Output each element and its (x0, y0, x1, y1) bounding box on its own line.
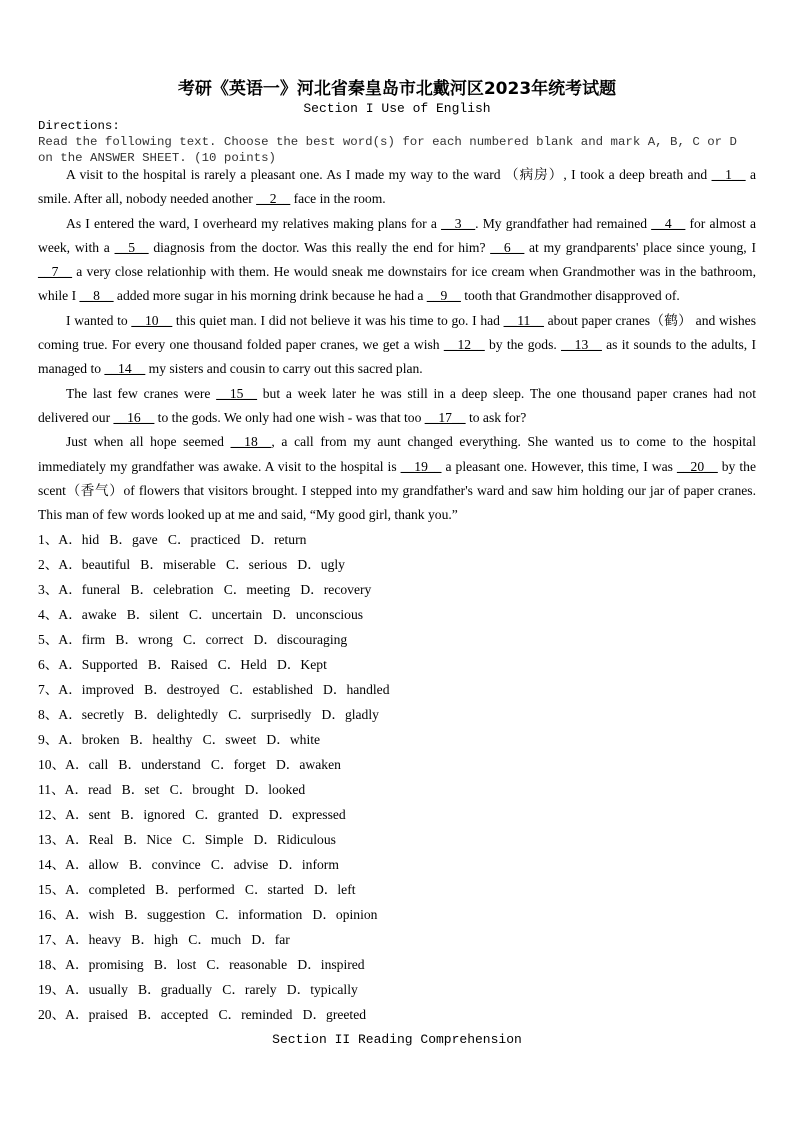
passage-text: diagnosis from the doctor. Was this really the end for him? (148, 239, 491, 255)
options-list (38, 527, 738, 1027)
option-row: 5、A．firm B．wrong C．correct D．discouraging (38, 632, 348, 647)
page-title: 考研《英语一》河北省秦皇岛市北戴河区2023年统考试题 (177, 79, 617, 99)
option-row: 9、A．broken B．healthy C．sweet D．white (38, 732, 321, 747)
answer-blank: __2__ (256, 191, 291, 207)
option-row: 17、A．heavy B．high C．much D．far (38, 932, 290, 947)
passage-text: I wanted to (66, 312, 132, 328)
passage-text: to ask for? (465, 409, 527, 425)
answer-blank: __9__ (426, 288, 461, 304)
answer-blank: __17__ (424, 409, 466, 425)
answer-blank: __3__ (441, 215, 476, 231)
option-row: 4、A．awake B．silent C．uncertain D．unconscious (38, 607, 364, 622)
passage-paragraph (38, 382, 756, 431)
passage-paragraph (38, 212, 756, 309)
section-heading: Section I Use of English (303, 101, 491, 116)
passage-text: by the scent（香气）of flowers that visitors brought. I stepped into my grandfather's ward and saw him holding our jar of paper cranes. This man of few words looked up at me and said, “My good girl, thank you.” (38, 458, 756, 523)
passage-text: my sisters and cousin to carry out this sacred plan. (145, 361, 423, 377)
option-row: 3、A．funeral B．celebration C．meeting D．recovery (38, 582, 372, 597)
passage-text: but a week later he was still in a deep sleep. The one thousand paper cranes had not delivered our (38, 385, 756, 425)
passage-text: for almost a week, with a (38, 215, 756, 255)
passage-text: a pleasant one. However, this time, I was (441, 458, 677, 474)
answer-blank: __4__ (651, 215, 686, 231)
answer-blank: __1__ (711, 167, 746, 182)
passage-text: face in the room. (290, 191, 386, 207)
option-row: 18、A．promising B．lost C．reasonable D．inspired (38, 957, 365, 972)
directions-block (38, 118, 758, 166)
answer-blank: __6__ (490, 239, 525, 255)
option-row: 8、A．secretly B．delightedly C．surprisedly D．gladly (38, 707, 379, 722)
answer-blank: __8__ (79, 288, 114, 304)
option-row: 19、A．usually B．gradually C．rarely D．typically (38, 982, 358, 997)
passage-text: added more sugar in his morning drink because he had a (113, 288, 427, 304)
passage-text: a very close relationhip with them. He would sneak me downstairs for ice cream when Grandmother was in the bathroom, while I (38, 264, 756, 304)
answer-blank: __7__ (38, 264, 72, 280)
answer-blank: __11__ (503, 312, 544, 328)
answer-blank: __18__ (230, 434, 272, 450)
directions-label: Directions: (38, 119, 120, 133)
passage-text: . My grandfather had remained (475, 215, 652, 231)
option-row: 1、A．hid B．gave C．practiced D．return (38, 532, 307, 547)
passage-text: , a call from my aunt changed everything. She wanted us to come to the hospital immediately my grandfather was awake. A visit to the hospital is (38, 434, 756, 474)
cloze-passage (38, 163, 756, 527)
passage-paragraph (38, 430, 756, 527)
passage-text: A visit to the hospital is rarely a pleasant one. As I made my way to the ward （病房）, I took a deep breath and (66, 167, 712, 182)
option-row: 20、A．praised B．accepted C．reminded D．greeted (38, 1007, 367, 1022)
option-row: 16、A．wish B．suggestion C．information D．opinion (38, 907, 378, 922)
passage-text: by the gods. (484, 337, 562, 353)
passage-text: to the gods. We only had one wish - was that too (154, 409, 425, 425)
option-row: 2、A．beautiful B．miserable C．serious D．ugly (38, 557, 345, 572)
answer-blank: __14__ (104, 361, 146, 377)
passage-text: at my grandparents' place since young, I (524, 239, 756, 255)
answer-blank: __20__ (676, 458, 718, 474)
option-row: 11、A．read B．set C．brought D．looked (38, 782, 306, 797)
option-row: 14、A．allow B．convince C．advise D．inform (38, 857, 339, 872)
passage-text: about paper cranes（鹤） and wishes coming true. For every one thousand folded paper cranes, we get a wish (38, 312, 756, 353)
directions-text: Read the following text. Choose the best word(s) for each numbered blank and mark A, B, C or D on the ANSWER SHEET. (10 points) (38, 135, 737, 165)
passage-text: this quiet man. I did not believe it was his time to go. I had (172, 312, 504, 328)
option-row: 7、A．improved B．destroyed C．established D．handled (38, 682, 390, 697)
option-row: 15、A．completed B．performed C．started D．left (38, 882, 356, 897)
passage-text: Just when all hope seemed (66, 434, 231, 450)
option-row: 10、A．call B．understand C．forget D．awaken (38, 757, 341, 772)
passage-paragraph (38, 309, 756, 382)
answer-blank: __13__ (561, 337, 602, 353)
option-row: 12、A．sent B．ignored C．granted D．expressed (38, 807, 346, 822)
answer-blank: __5__ (114, 239, 149, 255)
option-row: 6、A．Supported B．Raised C．Held D．Kept (38, 657, 327, 672)
answer-blank: __10__ (131, 312, 173, 328)
passage-text: tooth that Grandmother disapproved of. (460, 288, 680, 304)
passage-text: As I entered the ward, I overheard my relatives making plans for a (66, 215, 442, 231)
passage-paragraph (38, 163, 756, 212)
answer-blank: __12__ (443, 337, 485, 353)
answer-blank: __15__ (216, 385, 257, 401)
answer-blank: __19__ (400, 458, 442, 474)
passage-text: as it sounds to the adults, I managed to (38, 337, 756, 377)
option-row: 13、A．Real B．Nice C．Simple D．Ridiculous (38, 832, 336, 847)
passage-text: a smile. After all, nobody needed another (38, 167, 756, 207)
passage-text: The last few cranes were (66, 385, 217, 401)
answer-blank: __16__ (113, 409, 155, 425)
section-heading-2: Section II Reading Comprehension (272, 1032, 522, 1047)
